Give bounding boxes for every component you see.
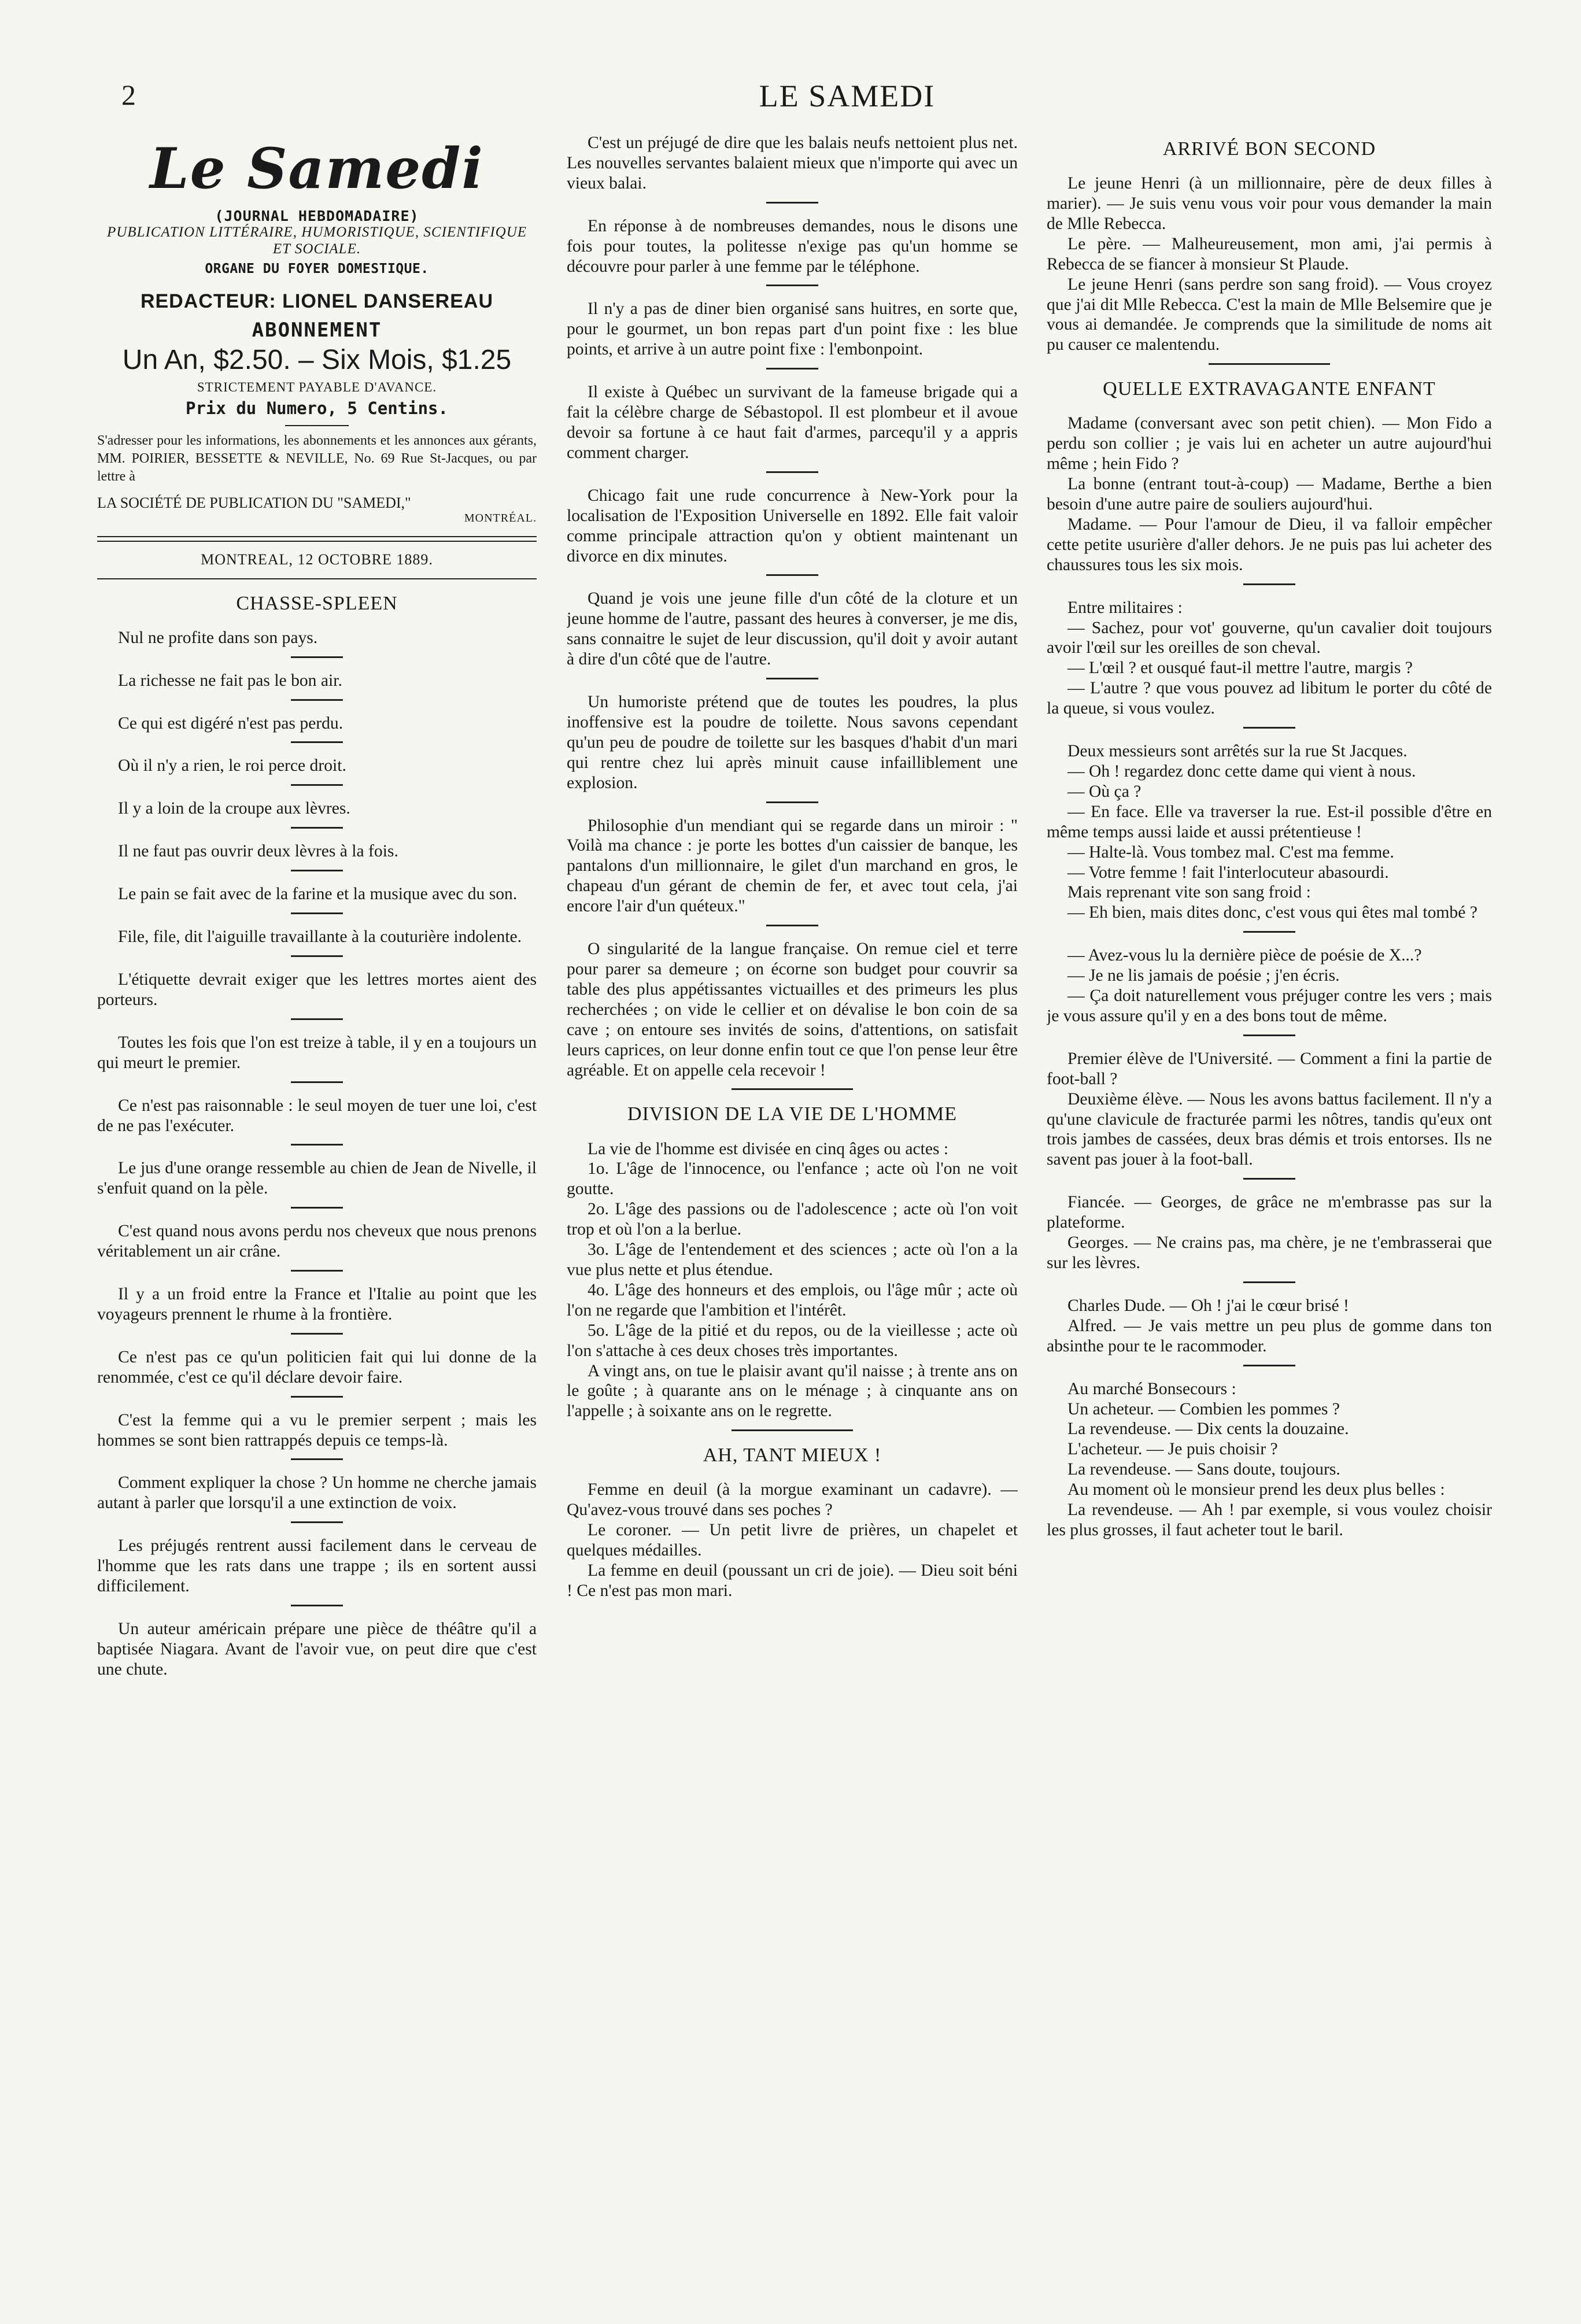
divider <box>291 784 343 786</box>
running-title: LE SAMEDI <box>759 79 936 113</box>
maxim-item: Un auteur américain prépare une pièce de théâtre qu'il a baptisée Niagara. Avant de l'avoir vue, on peut dire que c'est une chute. <box>97 1620 537 1679</box>
football-paragraphs <box>1047 1049 1492 1170</box>
paragraph: Deuxième élève. — Nous les avons battus facilement. Il n'y a qu'une clavicule de fracturée parmi les nôtres, tandis qu'eux ont trois jambes de cassées, deux bras démis et trois entorses. Ils ne savent pas jouer à la foot-ball. <box>1047 1089 1492 1169</box>
divider <box>291 1081 343 1083</box>
paragraph: Fiancée. — Georges, de grâce ne m'embrasse pas sur la plateforme. <box>1047 1193 1492 1232</box>
paragraph: — L'œil ? et ousqué faut-il mettre l'autre, margis ? <box>1067 659 1413 678</box>
maxim-item: Le jus d'une orange ressemble au chien de Jean de Nivelle, il s'enfuit quand on la pèle. <box>97 1159 537 1198</box>
dateline: MONTREAL, 12 OCTOBRE 1889. <box>201 550 433 568</box>
dude-paragraphs <box>1047 1296 1492 1357</box>
maxim-item: La richesse ne fait pas le bon air. <box>118 671 342 690</box>
fiancee-paragraphs <box>1047 1192 1492 1273</box>
paragraph: La vie de l'homme est divisée en cinq âges ou actes : <box>588 1139 949 1158</box>
maxim-item: C'est quand nous avons perdu nos cheveux que nous prenons véritablement un air crâne. <box>97 1222 537 1261</box>
paragraph: 4o. L'âge des honneurs et des emplois, ou l'âge mûr ; acte où l'on ne regarde que l'ambition et l'intérêt. <box>567 1280 1018 1320</box>
masthead-address: S'adresser pour les informations, les abonnements et les annonces aux gérants, MM. POIRIER, BESSETTE & NEVILLE, No. 69 Rue St-Jacques, ou par lettre à <box>97 433 537 485</box>
divider <box>291 1396 343 1398</box>
divider <box>1243 1178 1295 1180</box>
paragraph: Le jeune Henri (sans perdre son sang froid). — Vous croyez que j'ai dit Mlle Rebecca. C'est la main de Mlle Belsemire que je vous ai demandée. Je comprends que la similitude de noms ait pu causer ce malentendu. <box>1047 275 1492 354</box>
divider <box>766 202 818 204</box>
paragraph: L'acheteur. — Je puis choisir ? <box>1067 1440 1278 1459</box>
maxim-item: Comment expliquer la chose ? Un homme ne cherche jamais autant à parler que lorsqu'il a une extinction de voix. <box>97 1473 537 1513</box>
divider <box>291 827 343 829</box>
divider <box>285 425 349 426</box>
subscription-prices: Un An, $2.50. – Six Mois, $1.25 <box>122 345 512 376</box>
divider <box>1243 1034 1295 1036</box>
divider <box>291 1333 343 1335</box>
maxim-item: Nul ne profite dans son pays. <box>118 628 318 647</box>
masthead-society: LA SOCIÉTÉ DE PUBLICATION DU "SAMEDI," <box>97 494 411 511</box>
paragraph: — Sachez, pour vot' gouverne, qu'un cavalier doit toujours avoir l'œil sur les oreilles de son cheval. <box>1047 618 1492 657</box>
divider <box>97 578 537 579</box>
column-1 <box>97 133 537 2296</box>
paragraph: La revendeuse. — Dix cents la douzaine. <box>1067 1420 1349 1439</box>
divider <box>1243 727 1295 729</box>
divider <box>291 1207 343 1209</box>
maxim-item: Ce n'est pas ce qu'un politicien fait qui lui donne de la renommée, c'est ce qu'il déclare devoir faire. <box>97 1347 537 1387</box>
paragraph: — Où ça ? <box>1067 782 1142 801</box>
maxim-item: Toutes les fois que l'on est treize à table, il y en a toujours un qui meurt le premier. <box>97 1033 537 1072</box>
divider <box>1243 1365 1295 1366</box>
paragraph: — Votre femme ! fait l'interlocuteur abasourdi. <box>1067 863 1389 882</box>
divider <box>766 285 818 286</box>
maxim-item: Il y a loin de la croupe aux lèvres. <box>118 799 350 818</box>
paragraph: Entre militaires : <box>1067 598 1183 617</box>
maxim-item: Ce n'est pas raisonnable : le seul moyen de tuer une loi, c'est de ne pas l'exécuter. <box>97 1096 537 1135</box>
paragraph: — Avez-vous lu la dernière pièce de poésie de X...? <box>1067 946 1422 965</box>
subscription-terms: STRICTEMENT PAYABLE D'AVANCE. <box>197 379 437 394</box>
divider <box>1243 583 1295 585</box>
divider <box>291 912 343 914</box>
masthead-publication: PUBLICATION LITTÉRAIRE, HUMORISTIQUE, SCIENTIFIQUE ET SOCIALE. <box>106 224 527 257</box>
subscription-heading: ABONNEMENT <box>252 319 382 342</box>
paragraph: 5o. L'âge de la pitié et du repos, ou de la vieillesse ; acte où l'on s'attache à ces deux choses très importantes. <box>567 1321 1018 1360</box>
section-heading: CHASSE-SPLEEN <box>236 592 398 614</box>
paragraph: Femme en deuil (à la morgue examinant un cadavre). — Qu'avez-vous trouvé dans ses poches ? <box>567 1480 1018 1520</box>
paragraph: Le père. — Malheureusement, mon ami, j'ai permis à Rebecca de se fiancer à monsieur St Plaude. <box>1047 234 1492 274</box>
paragraph: Au moment où le monsieur prend les deux plus belles : <box>1067 1480 1445 1499</box>
maxim-item: Chicago fait une rude concurrence à New-York pour la localisation de l'Exposition Universelle en 1892. Elle fait valoir comme principale attraction qu'on y obtient maintenant un divorce en dix minutes. <box>567 486 1018 566</box>
marche-paragraphs <box>1047 1379 1492 1540</box>
divider <box>291 870 343 871</box>
maxim-item: L'étiquette devrait exiger que les lettres mortes aient des porteurs. <box>97 970 537 1009</box>
divider <box>766 801 818 803</box>
issue-price: Prix du Numero, 5 Centins. <box>186 398 448 418</box>
maxim-item: O singularité de la langue française. On remue ciel et terre pour parer sa demeure ; on écorne son budget pour couvrir sa table des plus appétissantes victuailles et des primeurs les plus recherchées ; on vide le cellier et on dévalise le bon coin de sa cave ; on entoure ses invités de soins, d'attentions, on satisfait leurs caprices, on leur donne enfin tout ce que l'on pense leur être agréable. Et on appelle cela recevoir ! <box>567 940 1018 1080</box>
divider <box>732 1088 853 1090</box>
divider <box>291 656 343 658</box>
maxim-item: Ce qui est digéré n'est pas perdu. <box>118 714 343 733</box>
running-head <box>116 78 1579 124</box>
divider <box>291 699 343 701</box>
maxim-item: Un humoriste prétend que de toutes les poudres, la plus inoffensive est la poudre de toilette. Nous savons cependant qu'un peu de poudre de toilette sur les basques d'habit d'un mari qui rentre chez lui après minuit cause infailliblement une explosion. <box>567 693 1018 792</box>
paragraph: La revendeuse. — Sans doute, toujours. <box>1067 1460 1340 1479</box>
tant-mieux-paragraphs <box>567 1480 1018 1601</box>
paragraph: Deux messieurs sont arrêtés sur la rue St Jacques. <box>1067 742 1408 761</box>
militaires-paragraphs <box>1047 598 1492 719</box>
maxim-item: Le pain se fait avec de la farine et la musique avec du son. <box>118 885 518 904</box>
divider <box>766 471 818 473</box>
maxim-item: Il existe à Québec un survivant de la fameuse brigade qui a fait la célèbre charge de Sébastopol. Il est plombeur et il avoue devoir sa fortune à ce haut fait d'armes, parcequ'il y a appris comment charger. <box>567 383 1018 462</box>
paragraph: — Je ne lis jamais de poésie ; j'en écris. <box>1067 966 1340 985</box>
paragraph: La femme en deuil (poussant un cri de joie). — Dieu soit béni ! Ce n'est pas mon mari. <box>567 1561 1018 1600</box>
enfant-paragraphs <box>1047 413 1492 575</box>
paragraph: A vingt ans, on tue le plaisir avant qu'il naisse ; à trente ans on le goûte ; à quarante ans on le ménage ; à cinquante ans on l'appelle ; à soixante ans on le regrette. <box>567 1361 1018 1421</box>
messieurs-paragraphs <box>1047 741 1492 923</box>
section-heading: ARRIVÉ BON SECOND <box>1162 138 1376 160</box>
maxim-item: File, file, dit l'aiguille travaillante à la couturière indolente. <box>118 928 522 947</box>
divider <box>291 1270 343 1272</box>
divider <box>97 536 537 542</box>
paragraph: Le jeune Henri (à un millionnaire, père de deux filles à marier). — Je suis venu vous voir pour vous demander la main de Mlle Rebecca. <box>1047 174 1492 233</box>
paragraph: — Oh ! regardez donc cette dame qui vient à nous. <box>1067 762 1416 781</box>
divider <box>291 1605 343 1606</box>
paragraph: Un acheteur. — Combien les pommes ? <box>1067 1399 1340 1418</box>
maxim-item: C'est la femme qui a vu le premier serpent ; mais les hommes se sont bien rattrappés depuis ce temps-là. <box>97 1410 537 1450</box>
masthead-city: MONTRÉAL. <box>464 512 537 525</box>
maxim-item: En réponse à de nombreuses demandes, nous le disons une fois pour toutes, la politesse n'exige pas qu'un homme se découvre pour parler à une femme par le téléphone. <box>567 216 1018 276</box>
divider <box>1243 1281 1295 1283</box>
divider <box>291 1144 343 1146</box>
page-number: 2 <box>121 79 136 111</box>
maxim-item: Il ne faut pas ouvrir deux lèvres à la fois. <box>118 842 398 861</box>
paragraph: Au marché Bonsecours : <box>1067 1379 1236 1398</box>
masthead-editor: REDACTEUR: LIONEL DANSEREAU <box>140 290 494 312</box>
section-heading: QUELLE EXTRAVAGANTE ENFANT <box>1103 378 1436 400</box>
paragraph: — Eh bien, mais dites donc, c'est vous qui êtes mal tombé ? <box>1067 903 1477 922</box>
divider <box>732 1429 853 1431</box>
paragraph: — L'autre ? que vous pouvez ad libitum le porter du côté de la queue, si vous voulez. <box>1047 679 1492 718</box>
divider <box>766 574 818 576</box>
chasse-spleen-list <box>97 628 537 1680</box>
maxim-item: Philosophie d'un mendiant qui se regarde dans un miroir : " Voilà ma chance : je porte les bottes d'un caissier de banque, les pantalons d'un millionnaire, le gilet d'un marchand en gros, le chapeau d'un gérant de chemin de fer, et avec tout cela, j'ai encore l'air d'un quéteux." <box>567 816 1018 916</box>
paragraph: Le coroner. — Un petit livre de prières, un chapelet et quelques médailles. <box>567 1521 1018 1560</box>
paragraph: Alfred. — Je vais mettre un peu plus de gomme dans ton absinthe pour te le racommoder. <box>1047 1316 1492 1355</box>
paragraph: Madame. — Pour l'amour de Dieu, il va falloir empêcher cette petite usurière d'aller dehors. Je ne puis pas lui acheter des chaussures tous les six mois. <box>1047 515 1492 574</box>
division-paragraphs <box>567 1139 1018 1422</box>
divider <box>291 741 343 743</box>
maxim-item: Les préjugés rentrent aussi facilement dans le cerveau de l'homme que les rats dans une trappe ; ils en sortent aussi difficilement. <box>97 1536 537 1596</box>
paragraph: 3o. L'âge de l'entendement et des sciences ; acte où l'on a la vue plus nette et plus étendue. <box>567 1240 1018 1279</box>
paragraph: 2o. L'âge des passions ou de l'adolescence ; acte où l'on voit trop et où l'on a la berlue. <box>567 1200 1018 1239</box>
paragraph: — En face. Elle va traverser la rue. Est-il possible d'être en même temps aussi laide et aussi prétentieuse ! <box>1047 802 1492 841</box>
divider <box>291 1521 343 1523</box>
paragraph: Madame (conversant avec son petit chien). — Mon Fido a perdu son collier ; je vais lui en acheter un autre aujourd'hui même ; hein Fido ? <box>1047 414 1492 474</box>
column-2 <box>567 133 1018 2296</box>
maxim-item: Il n'y a pas de diner bien organisé sans huitres, en sorte que, pour le gourmet, un bon repas part d'un point fixe : les blue points, et arrive à un autre point fixe : l'embonpoint. <box>567 300 1018 359</box>
arrive-paragraphs <box>1047 173 1492 355</box>
masthead-title: Le Samedi <box>150 136 484 201</box>
column-2-items <box>567 133 1018 1080</box>
section-heading: DIVISION DE LA VIE DE L'HOMME <box>627 1103 957 1125</box>
section-heading: AH, TANT MIEUX ! <box>703 1444 882 1466</box>
divider <box>1243 931 1295 933</box>
maxim-item: Où il n'y a rien, le roi perce droit. <box>118 756 346 775</box>
maxim-item: Quand je vois une jeune fille d'un côté de la cloture et un jeune homme de l'autre, passant des heures à converser, je me dis, sans connaitre le sujet de leur discussion, qu'il doit y avoir autant à dire d'un côté que de l'autre. <box>567 589 1018 669</box>
paragraph: — Halte-là. Vous tombez mal. C'est ma femme. <box>1067 843 1394 862</box>
divider <box>291 1018 343 1020</box>
paragraph: 1o. L'âge de l'innocence, ou l'enfance ; acte où l'on ne voit goutte. <box>567 1159 1018 1199</box>
masthead-subtitle: (JOURNAL HEBDOMADAIRE) <box>215 207 419 224</box>
poesie-paragraphs <box>1047 945 1492 1026</box>
divider <box>766 368 818 370</box>
masthead-organ: ORGANE DU FOYER DOMESTIQUE. <box>205 261 429 276</box>
column-3 <box>1047 133 1492 2296</box>
maxim-item: Il y a un froid entre la France et l'Italie au point que les voyageurs prennent le rhume à la frontière. <box>97 1285 537 1324</box>
maxim-item: C'est un préjugé de dire que les balais neufs nettoient plus net. Les nouvelles servantes balaient mieux que n'importe qui avec un vieux balai. <box>567 134 1018 193</box>
paragraph: La revendeuse. — Ah ! par exemple, si vous voulez choisir les plus grosses, il faut acheter tout le baril. <box>1047 1501 1492 1539</box>
divider <box>291 1458 343 1460</box>
paragraph: Charles Dude. — Oh ! j'ai le cœur brisé ! <box>1067 1296 1349 1315</box>
paragraph: — Ça doit naturellement vous préjuger contre les vers ; mais je vous assure qu'il y en a des bons tout de même. <box>1047 987 1492 1025</box>
masthead <box>97 136 537 526</box>
divider <box>766 678 818 679</box>
paragraph: La bonne (entrant tout-à-coup) — Madame, Berthe a bien besoin d'une autre paire de souliers aujourd'hui. <box>1047 475 1492 513</box>
divider <box>1209 363 1330 365</box>
paragraph: Mais reprenant vite son sang froid : <box>1067 883 1311 902</box>
paragraph: Premier élève de l'Université. — Comment a fini la partie de foot-ball ? <box>1047 1049 1492 1088</box>
divider <box>766 925 818 926</box>
paragraph: Georges. — Ne crains pas, ma chère, je ne t'embrasserai que sur les lèvres. <box>1047 1233 1492 1272</box>
divider <box>291 955 343 957</box>
